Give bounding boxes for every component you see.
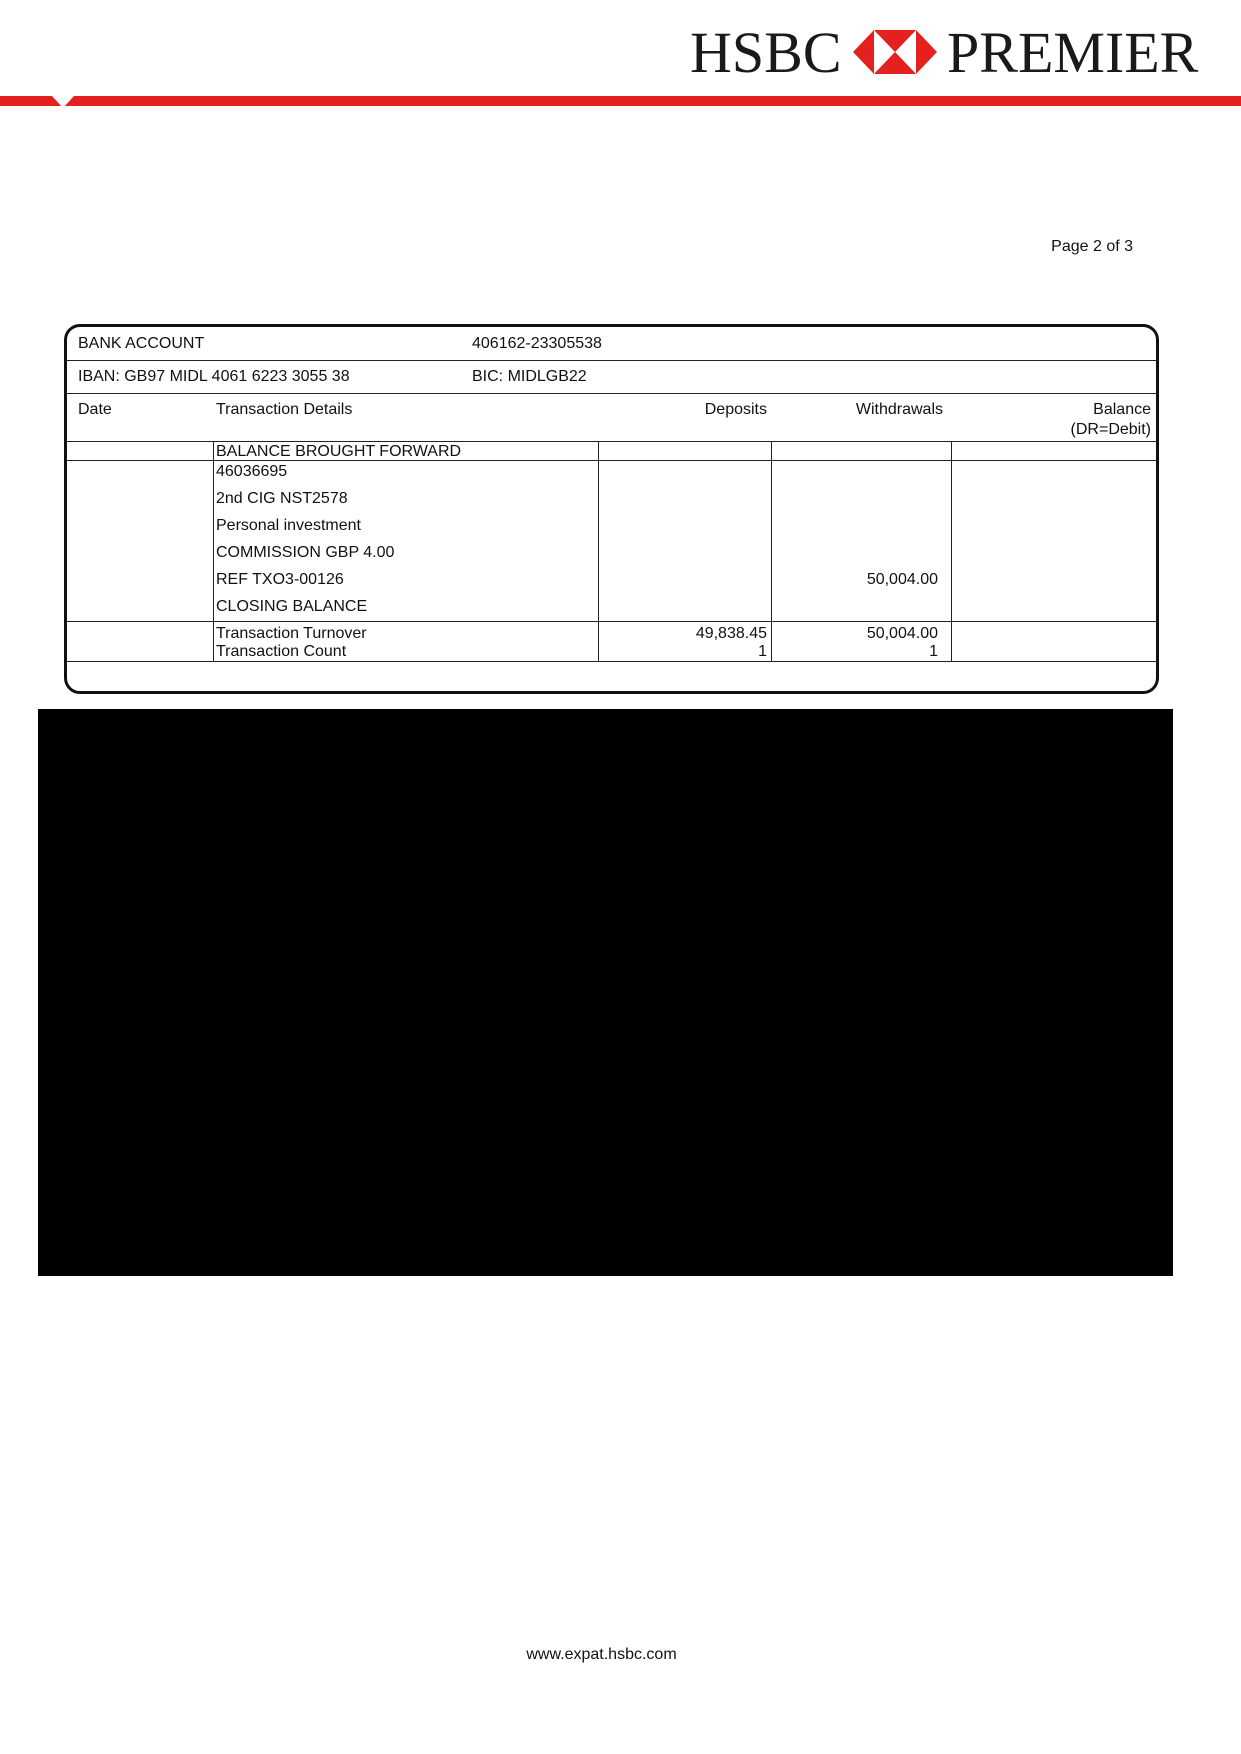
turnover-label: Transaction Turnover bbox=[216, 625, 367, 642]
turnover-withdrawals: 50,004.00 bbox=[866, 625, 938, 642]
footer-url: www.expat.hsbc.com bbox=[526, 1646, 677, 1663]
transaction-detail-line: COMMISSION GBP 4.00 bbox=[216, 544, 395, 561]
account-number: 406162-23305538 bbox=[472, 335, 602, 352]
redacted-block bbox=[38, 709, 1173, 1276]
brand-hsbc: HSBC bbox=[690, 20, 842, 85]
column-divider bbox=[951, 441, 952, 661]
count-label: Transaction Count bbox=[216, 643, 347, 660]
hsbc-premier-logo bbox=[690, 20, 1210, 84]
divider bbox=[67, 661, 1156, 662]
divider bbox=[67, 393, 1156, 394]
iban: IBAN: GB97 MIDL 4061 6223 3055 38 bbox=[78, 368, 350, 385]
transaction-detail-line: 46036695 bbox=[216, 463, 288, 480]
statement-panel bbox=[64, 324, 1159, 694]
column-header-date: Date bbox=[78, 401, 112, 418]
divider bbox=[67, 621, 1156, 622]
bic: BIC: MIDLGB22 bbox=[472, 368, 587, 385]
column-header-withdrawals: Withdrawals bbox=[855, 401, 943, 418]
transaction-detail-line: REF TXO3-00126 bbox=[216, 571, 344, 588]
divider bbox=[67, 360, 1156, 361]
transaction-detail-line: 2nd CIG NST2578 bbox=[216, 490, 348, 507]
account-type-label: BANK ACCOUNT bbox=[78, 335, 205, 352]
brand-premier: PREMIER bbox=[947, 20, 1199, 85]
balance-brought-forward: BALANCE BROUGHT FORWARD bbox=[216, 443, 462, 460]
column-header-details: Transaction Details bbox=[216, 401, 353, 418]
transaction-detail-line: Personal investment bbox=[216, 517, 361, 534]
column-header-balance: Balance bbox=[1093, 401, 1151, 418]
column-header-deposits: Deposits bbox=[704, 401, 767, 418]
transaction-detail-line: CLOSING BALANCE bbox=[216, 598, 368, 615]
count-deposits: 1 bbox=[758, 643, 767, 660]
hsbc-hexagon-icon bbox=[853, 30, 937, 74]
red-bar-notch bbox=[52, 96, 74, 108]
count-withdrawals: 1 bbox=[929, 643, 938, 660]
header-red-bar bbox=[0, 96, 1241, 106]
column-divider bbox=[213, 441, 214, 661]
turnover-deposits: 49,838.45 bbox=[695, 625, 767, 642]
page-number: Page 2 of 3 bbox=[1051, 238, 1133, 255]
transaction-withdrawal: 50,004.00 bbox=[866, 571, 938, 588]
column-header-balance-note: (DR=Debit) bbox=[1070, 421, 1151, 438]
